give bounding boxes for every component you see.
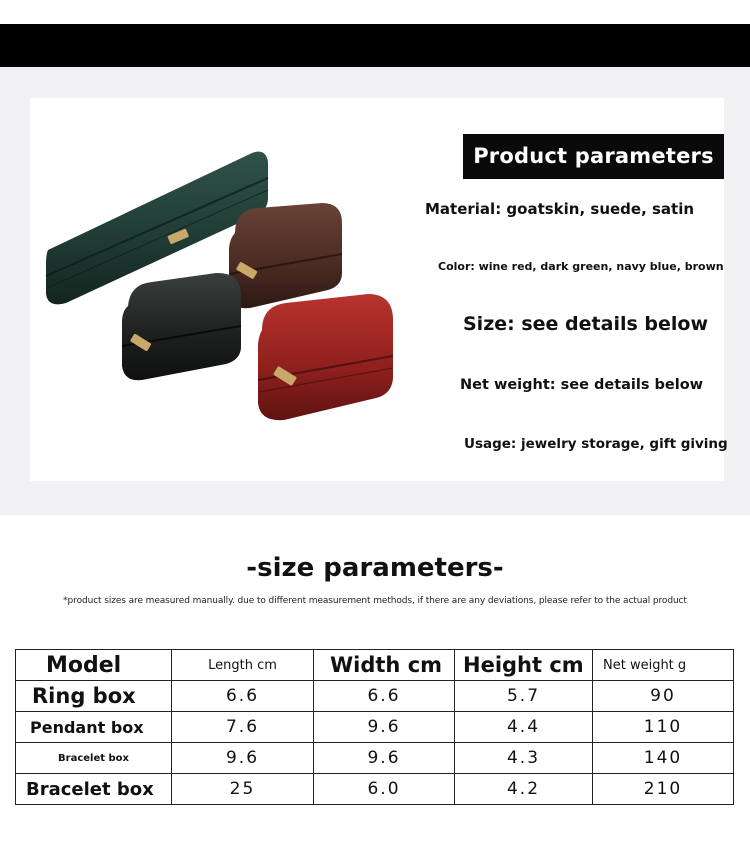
row-length: 25 <box>172 774 314 805</box>
size-parameters-heading: -size parameters- <box>246 553 504 583</box>
row-model: Pendant box <box>16 712 172 743</box>
brown-pendant-box <box>229 203 342 308</box>
table-header-row <box>16 650 734 681</box>
black-ring-box <box>122 273 241 380</box>
row-height: 4.2 <box>455 774 593 805</box>
row-model: Bracelet box <box>16 774 172 805</box>
size-table <box>15 649 734 805</box>
color-text: Color: wine red, dark green, navy blue, brown <box>438 260 724 273</box>
header-width: Width cm <box>314 650 455 681</box>
row-height: 4.3 <box>455 743 593 774</box>
jewelry-boxes-photo <box>30 98 420 481</box>
row-length: 6.6 <box>172 681 314 712</box>
size-text: Size: see details below <box>463 313 708 335</box>
measurement-note: *product sizes are measured manually. due to different measurement methods, if there are any deviations, please refer to the actual product <box>63 596 687 606</box>
row-net-weight: 110 <box>593 712 734 743</box>
table-row <box>16 743 734 774</box>
row-model: Bracelet box <box>16 743 172 774</box>
row-model: Ring box <box>16 681 172 712</box>
row-length: 9.6 <box>172 743 314 774</box>
header-height: Height cm <box>455 650 593 681</box>
product-parameters-heading: Product parameters <box>463 134 724 179</box>
table-row <box>16 681 734 712</box>
header-model: Model <box>16 650 172 681</box>
row-net-weight: 90 <box>593 681 734 712</box>
header-length: Length cm <box>172 650 314 681</box>
header-net-weight: Net weight g <box>593 650 734 681</box>
row-width: 6.0 <box>314 774 455 805</box>
row-height: 5.7 <box>455 681 593 712</box>
wine-red-bracelet-box <box>258 294 393 420</box>
row-width: 9.6 <box>314 712 455 743</box>
material-text: Material: goatskin, suede, satin <box>425 200 695 218</box>
table-row <box>16 712 734 743</box>
row-length: 7.6 <box>172 712 314 743</box>
row-width: 9.6 <box>314 743 455 774</box>
row-net-weight: 210 <box>593 774 734 805</box>
row-height: 4.4 <box>455 712 593 743</box>
product-card <box>30 98 728 481</box>
net-weight-text: Net weight: see details below <box>460 377 704 393</box>
table-row <box>16 774 734 805</box>
usage-text: Usage: jewelry storage, gift giving <box>464 436 728 452</box>
row-width: 6.6 <box>314 681 455 712</box>
product-panel <box>0 67 750 515</box>
row-net-weight: 140 <box>593 743 734 774</box>
top-banner-bar <box>0 24 750 67</box>
